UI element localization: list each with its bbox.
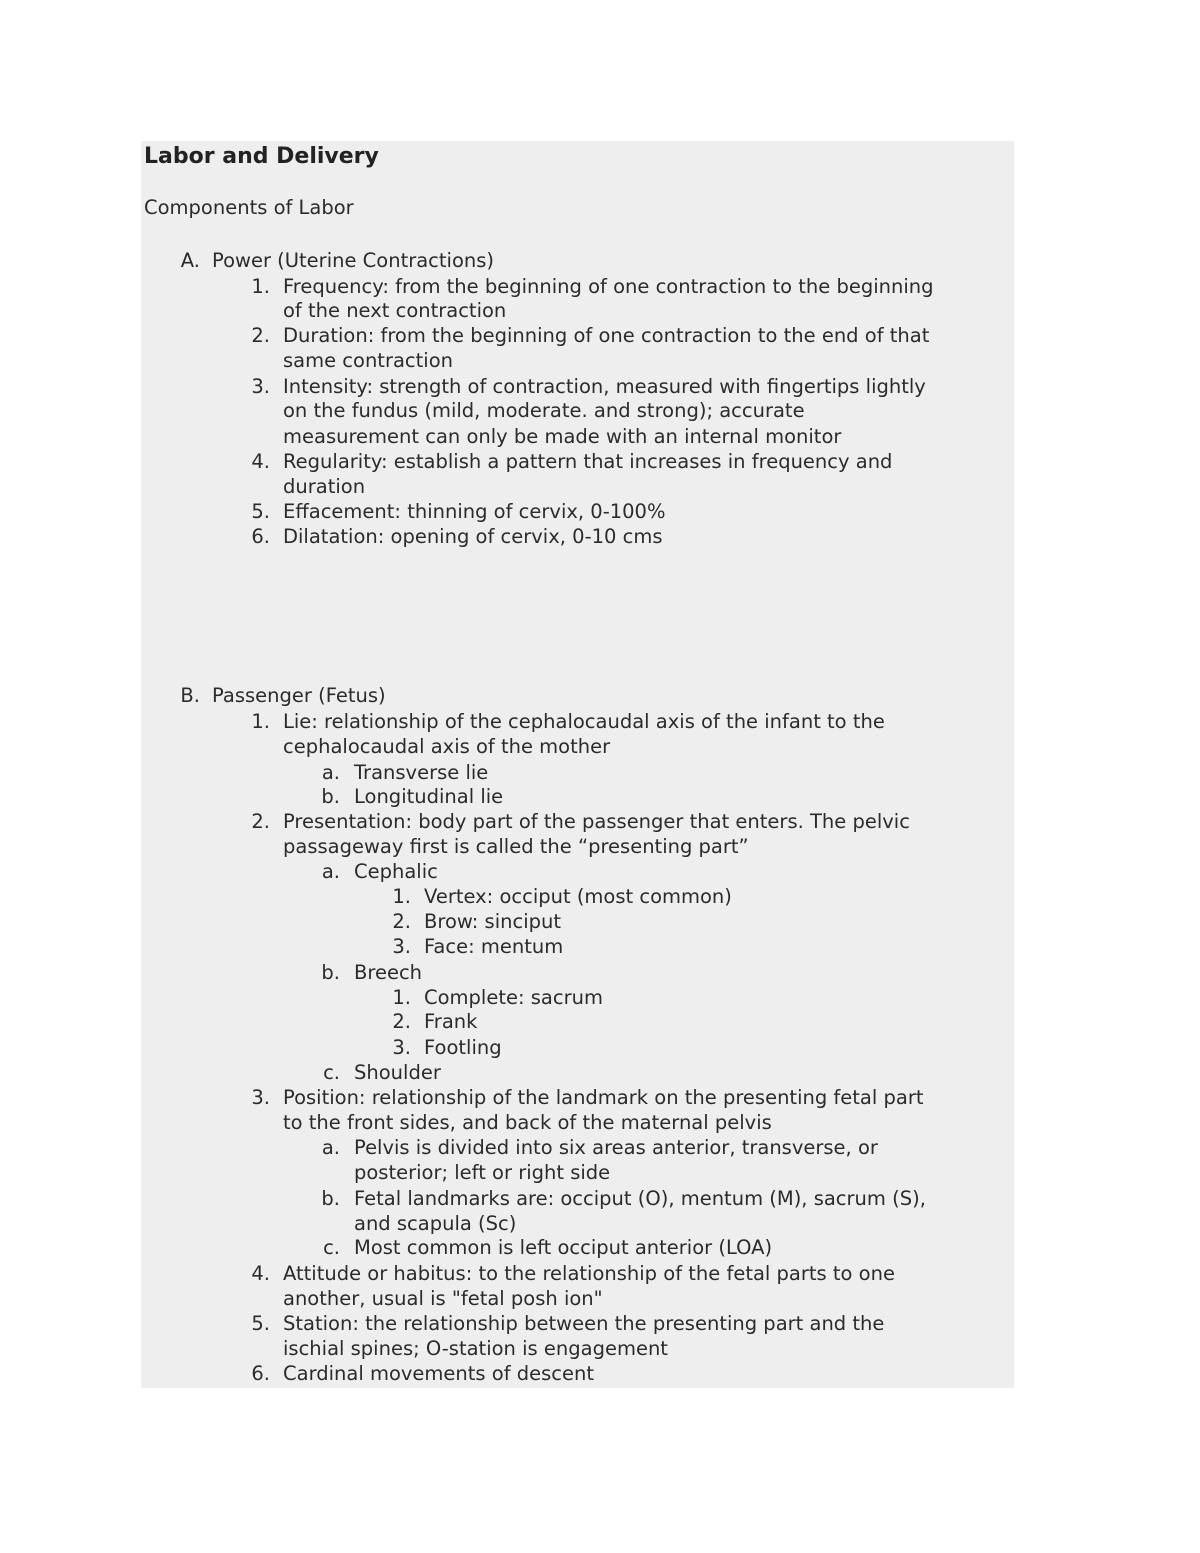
list-marker: c. — [323, 1061, 340, 1084]
list-item-face: Face: mentum — [424, 935, 564, 958]
list-item-text: ischial spines; O-station is engagement — [283, 1337, 668, 1360]
list-item-text: passageway first is called the “presenting part” — [283, 835, 749, 858]
list-marker: 5. — [251, 500, 270, 523]
list-item-text: posterior; left or right side — [354, 1161, 611, 1184]
section-subtitle: Components of Labor — [144, 196, 354, 219]
list-marker: 3. — [251, 1086, 270, 1109]
list-item-duration: Duration: from the beginning of one contraction to the end of that — [283, 324, 930, 347]
list-item-complete: Complete: sacrum — [424, 986, 603, 1009]
list-item-text: and scapula (Sc) — [354, 1212, 517, 1235]
list-item-station: Station: the relationship between the presenting part and the — [283, 1312, 885, 1335]
list-item-breech: Breech — [354, 961, 423, 984]
list-marker: b. — [321, 1187, 340, 1210]
list-marker: b. — [321, 961, 340, 984]
list-item-loa: Most common is left occiput anterior (LOA) — [354, 1236, 773, 1259]
list-marker: 4. — [251, 450, 270, 473]
list-marker: 2. — [392, 910, 411, 933]
document-title: Labor and Delivery — [144, 144, 379, 169]
list-marker: 1. — [392, 986, 411, 1009]
list-marker: 2. — [251, 324, 270, 347]
list-marker: 1. — [251, 710, 270, 733]
list-marker: 3. — [251, 375, 270, 398]
list-item-brow: Brow: sinciput — [424, 910, 562, 933]
list-item-lie: Lie: relationship of the cephalocaudal axis of the infant to the — [283, 710, 885, 733]
list-marker: A. — [180, 249, 200, 272]
list-item-cephalic: Cephalic — [354, 860, 438, 883]
list-item-frank: Frank — [424, 1010, 478, 1033]
list-item-text: same contraction — [283, 349, 453, 372]
list-item-pelvis-areas: Pelvis is divided into six areas anterior, transverse, or — [354, 1136, 878, 1159]
list-item-fetal-landmarks: Fetal landmarks are: occiput (O), mentum (M), sacrum (S), — [354, 1187, 926, 1210]
list-item-presentation: Presentation: body part of the passenger that enters. The pelvic — [283, 810, 910, 833]
list-item-frequency: Frequency: from the beginning of one contraction to the beginning — [283, 275, 934, 298]
list-item-attitude: Attitude or habitus: to the relationship of the fetal parts to one — [283, 1262, 895, 1285]
list-item-dilatation: Dilatation: opening of cervix, 0-10 cms — [283, 525, 663, 548]
list-item-shoulder: Shoulder — [354, 1061, 441, 1084]
list-item-intensity: Intensity: strength of contraction, measured with fingertips lightly — [283, 375, 926, 398]
list-marker: 3. — [392, 1036, 411, 1059]
list-item-text: measurement can only be made with an internal monitor — [283, 425, 842, 448]
list-item-longitudinal-lie: Longitudinal lie — [354, 785, 504, 808]
list-marker: 4. — [251, 1262, 270, 1285]
list-marker: a. — [321, 1136, 340, 1159]
section-heading-power: Power (Uterine Contractions) — [212, 249, 495, 272]
list-item-text: another, usual is "fetal posh ion" — [283, 1287, 603, 1310]
list-marker: 1. — [392, 885, 411, 908]
list-marker: a. — [321, 761, 340, 784]
list-item-cardinal-movements: Cardinal movements of descent — [283, 1362, 595, 1385]
section-heading-passenger: Passenger (Fetus) — [212, 684, 386, 707]
list-item-text: to the front sides, and back of the maternal pelvis — [283, 1111, 772, 1134]
list-item-vertex: Vertex: occiput (most common) — [424, 885, 732, 908]
list-item-transverse-lie: Transverse lie — [354, 761, 489, 784]
list-item-text: of the next contraction — [283, 299, 507, 322]
list-marker: 3. — [392, 935, 411, 958]
list-item-footling: Footling — [424, 1036, 502, 1059]
list-marker: 2. — [392, 1010, 411, 1033]
list-marker: 6. — [251, 1362, 270, 1385]
list-marker: 2. — [251, 810, 270, 833]
list-item-text: duration — [283, 475, 366, 498]
list-marker: 1. — [251, 275, 270, 298]
list-item-position: Position: relationship of the landmark on the presenting fetal part — [283, 1086, 924, 1109]
list-marker: c. — [323, 1236, 340, 1259]
list-item-text: on the fundus (mild, moderate. and strong); accurate — [283, 399, 805, 422]
list-marker: 5. — [251, 1312, 270, 1335]
list-marker: a. — [321, 860, 340, 883]
list-item-text: cephalocaudal axis of the mother — [283, 735, 611, 758]
list-item-regularity: Regularity: establish a pattern that increases in frequency and — [283, 450, 893, 473]
list-marker: b. — [321, 785, 340, 808]
list-item-effacement: Effacement: thinning of cervix, 0-100% — [283, 500, 666, 523]
list-marker: B. — [180, 684, 200, 707]
list-marker: 6. — [251, 525, 270, 548]
